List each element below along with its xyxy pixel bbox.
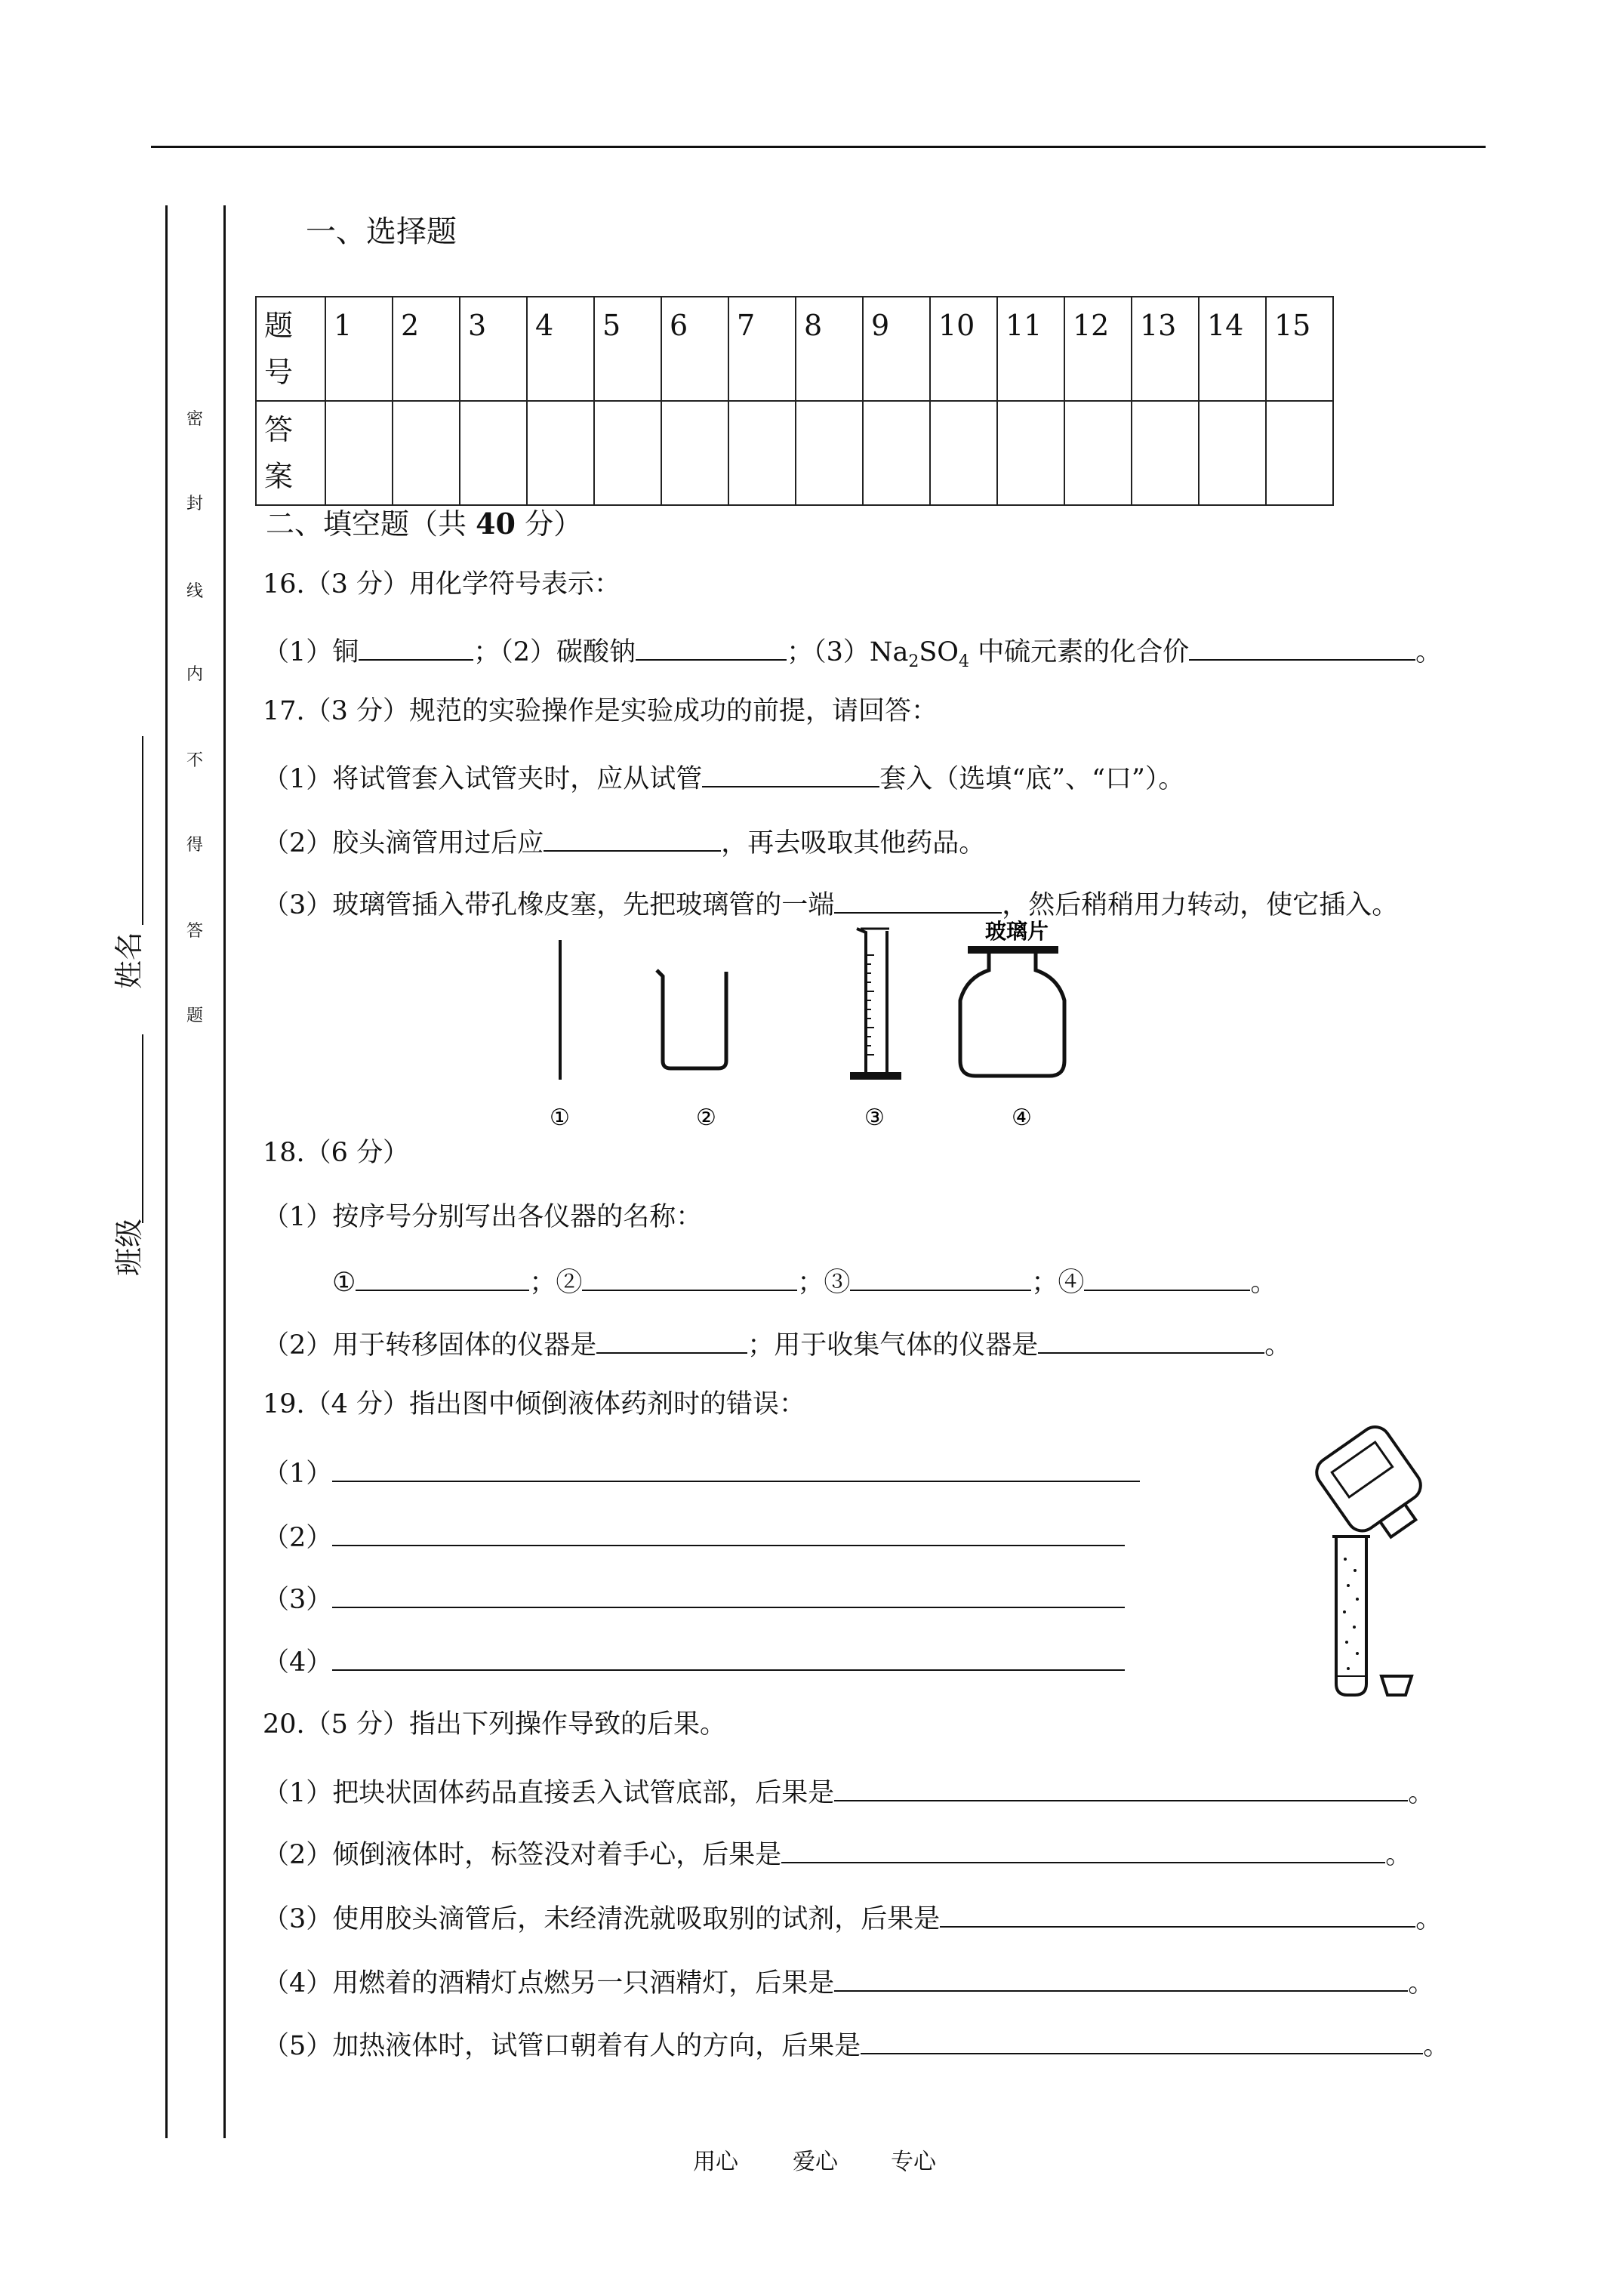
- figure-label-3: ③: [864, 1105, 885, 1131]
- graduated-cylinder-icon: [850, 929, 901, 1080]
- instruments-figure: [528, 917, 1132, 1136]
- q16-p2: ；（2）碳酸钠: [473, 637, 636, 667]
- q17-p2b: ，再去吸取其他药品。: [721, 828, 986, 858]
- reagent-bottle-icon: [1310, 1421, 1437, 1552]
- q19-blank-3[interactable]: [332, 1579, 1125, 1608]
- section2-title-points: 40: [476, 507, 516, 541]
- q17-p3: [263, 885, 1398, 922]
- name-write-line: [142, 736, 143, 925]
- table-cell-number: 7: [728, 297, 796, 401]
- q20-blank-2[interactable]: [781, 1835, 1385, 1863]
- q20-item-text: （1）把块状固体药品直接丢入试管底部，后果是: [263, 1778, 835, 1808]
- answer-cell[interactable]: [1132, 401, 1199, 505]
- q18-p2a: （2）用于转移固体的仪器是: [263, 1330, 597, 1361]
- class-label: 班级: [112, 1218, 146, 1276]
- answer-cell[interactable]: [1064, 401, 1132, 505]
- pouring-figure: [1298, 1404, 1449, 1706]
- q16-end: 。: [1415, 637, 1443, 667]
- q20-blank-4[interactable]: [834, 1963, 1408, 1992]
- q19-item-3: [263, 1579, 1125, 1616]
- figure-label-1: ①: [550, 1105, 570, 1131]
- table-cell-number: 10: [930, 297, 997, 401]
- table-cell-number: 6: [661, 297, 728, 401]
- table-cell-number: 5: [594, 297, 661, 401]
- q20-end: 。: [1408, 1968, 1435, 1999]
- q16-blank-3[interactable]: [1189, 632, 1415, 661]
- table-cell-number: 1: [325, 297, 393, 401]
- q20-item-1: [263, 1773, 1434, 1810]
- q18-p2end: 。: [1264, 1330, 1292, 1361]
- q18-stem: 18.（6 分）: [263, 1138, 410, 1168]
- answer-cell[interactable]: [997, 401, 1064, 505]
- q17-blank-2[interactable]: [544, 823, 721, 852]
- q16-p3b: 中硫元素的化合价: [969, 637, 1190, 667]
- q20-item-4: [263, 1963, 1434, 2000]
- q19-item-1: [263, 1453, 1140, 1490]
- table-header-number: 题号: [256, 297, 325, 401]
- q20-item-text: （2）倾倒液体时，标签没对着手心，后果是: [263, 1840, 782, 1870]
- q17-blank-1[interactable]: [702, 759, 879, 787]
- q18-m1: ①: [332, 1268, 356, 1298]
- section2-title-suffix: 分）: [515, 507, 583, 541]
- q20-end: 。: [1408, 1778, 1435, 1808]
- q17-p3b: ，然后稍稍用力转动，使它插入。: [1002, 890, 1399, 920]
- seal-char: 线: [186, 582, 204, 601]
- q17-p2: [263, 823, 985, 860]
- q17-blank-3[interactable]: [834, 885, 1002, 914]
- figure-label-4: ④: [1012, 1105, 1032, 1131]
- seal-char: 答: [186, 922, 204, 941]
- answer-cell[interactable]: [393, 401, 460, 505]
- q20-item-text: （3）使用胶头滴管后，未经清洗就吸取别的试剂，后果是: [263, 1904, 941, 1934]
- q18-end: 。: [1250, 1268, 1277, 1298]
- table-cell-number: 13: [1132, 297, 1199, 401]
- footer-word-1: 用心: [693, 2149, 738, 2175]
- answer-cell[interactable]: [728, 401, 796, 505]
- q20-end: 。: [1423, 2031, 1450, 2061]
- answer-cell[interactable]: [930, 401, 997, 505]
- section2-title: [266, 507, 582, 541]
- answer-cell[interactable]: [594, 401, 661, 505]
- q19-stem: 19.（4 分）指出图中倾倒液体药剂时的错误：: [263, 1389, 806, 1419]
- q16-sub2: 2: [908, 652, 919, 671]
- table-row-answers: [256, 401, 1333, 505]
- table-row-numbers: [256, 297, 1333, 401]
- q19-item-label: （3）: [263, 1585, 333, 1615]
- q20-end: 。: [1385, 1840, 1412, 1870]
- answer-cell[interactable]: [1199, 401, 1266, 505]
- q20-blank-5[interactable]: [861, 2026, 1423, 2054]
- seal-char: 密: [186, 410, 204, 429]
- q16-so: SO: [919, 637, 959, 667]
- name-label: 姓名: [112, 931, 146, 989]
- gas-collecting-bottle-icon: [960, 946, 1064, 1076]
- header-rule: [151, 146, 1486, 148]
- beaker-icon: [657, 970, 726, 1068]
- q17-p1a: （1）将试管套入试管夹时，应从试管: [263, 764, 703, 794]
- q16-p1: （1）铜: [263, 637, 359, 667]
- q17-p2a: （2）胶头滴管用过后应: [263, 828, 544, 858]
- answer-cell[interactable]: [796, 401, 863, 505]
- q18-blank-6[interactable]: [1038, 1325, 1264, 1354]
- table-cell-number: 11: [997, 297, 1064, 401]
- q18-m4: ；④: [1031, 1268, 1085, 1298]
- q18-blank-5[interactable]: [596, 1325, 747, 1354]
- seal-char: 得: [186, 836, 204, 855]
- q19-item-4: [263, 1642, 1125, 1679]
- q19-item-label: （4）: [263, 1647, 333, 1678]
- q16-stem: 16.（3 分）用化学符号表示：: [263, 569, 621, 599]
- glass-plate-label: 玻璃片: [985, 919, 1049, 944]
- table-header-answer: 答案: [256, 401, 325, 505]
- figure-label-2: ②: [696, 1105, 716, 1131]
- table-cell-number: 4: [527, 297, 594, 401]
- q16-blank-2[interactable]: [636, 632, 787, 661]
- q18-blank-3[interactable]: [850, 1262, 1031, 1291]
- q20-item-text: （4）用燃着的酒精灯点燃另一只酒精灯，后果是: [263, 1968, 835, 1999]
- seal-char: 内: [186, 665, 204, 684]
- q18-blank-1[interactable]: [356, 1262, 529, 1291]
- q18-m3: ；③: [797, 1268, 851, 1298]
- bottle-stopper-icon: [1381, 1676, 1412, 1695]
- q20-blank-3[interactable]: [940, 1899, 1415, 1928]
- q18-names: [332, 1262, 1277, 1299]
- q19-item-label: （1）: [263, 1459, 333, 1489]
- q17-p3a: （3）玻璃管插入带孔橡皮塞，先把玻璃管的一端: [263, 890, 835, 920]
- seal-char: 封: [186, 495, 204, 513]
- q18-p1: （1）按序号分别写出各仪器的名称：: [263, 1202, 703, 1232]
- q17-p1: [263, 759, 1184, 796]
- q16-parts: [263, 632, 1442, 679]
- q17-stem: 17.（3 分）规范的实验操作是实验成功的前提，请回答：: [263, 696, 938, 726]
- q20-stem: 20.（5 分）指出下列操作导致的后果。: [263, 1709, 727, 1740]
- q16-p3: ；（3）Na: [787, 637, 909, 667]
- q16-sub4: 4: [959, 652, 969, 671]
- footer-word-2: 爱心: [793, 2149, 838, 2175]
- section2-title-prefix: 二、填空题（共: [266, 507, 476, 541]
- q20-blank-1[interactable]: [834, 1773, 1408, 1801]
- answer-cell[interactable]: [527, 401, 594, 505]
- q20-item-2: [263, 1835, 1412, 1872]
- answer-cell[interactable]: [325, 401, 393, 505]
- q18-blank-2[interactable]: [582, 1262, 797, 1291]
- answer-cell[interactable]: [460, 401, 527, 505]
- table-cell-number: 8: [796, 297, 863, 401]
- table-cell-number: 14: [1199, 297, 1266, 401]
- q20-item-3: [263, 1899, 1442, 1936]
- test-tube-icon: [1332, 1536, 1370, 1695]
- q17-p1b: 套入（选填“底”、“口”）。: [879, 764, 1185, 794]
- margin-line-inner: [223, 205, 226, 2138]
- q20-item-text: （5）加热液体时，试管口朝着有人的方向，后果是: [263, 2031, 861, 2061]
- q18-p2: [263, 1325, 1291, 1362]
- q18-p2b: ；用于收集气体的仪器是: [747, 1330, 1039, 1361]
- q19-blank-2[interactable]: [332, 1518, 1125, 1546]
- section1-title: 一、选择题: [306, 214, 457, 249]
- table-cell-number: 12: [1064, 297, 1132, 401]
- table-cell-number: 2: [393, 297, 460, 401]
- answer-cell[interactable]: [1266, 401, 1333, 505]
- q19-item-label: （2）: [263, 1523, 333, 1553]
- q19-item-2: [263, 1518, 1125, 1555]
- q16-blank-1[interactable]: [359, 632, 473, 661]
- answer-cell[interactable]: [661, 401, 728, 505]
- seal-char: 题: [186, 1006, 204, 1025]
- table-cell-number: 15: [1266, 297, 1333, 401]
- class-write-line: [142, 1034, 143, 1223]
- q20-item-5: [263, 2026, 1449, 2063]
- q20-end: 。: [1415, 1904, 1443, 1934]
- answer-cell[interactable]: [863, 401, 930, 505]
- footer-word-3: 专心: [891, 2149, 936, 2175]
- q18-m2: ；②: [529, 1268, 583, 1298]
- seal-char: 不: [186, 751, 204, 770]
- table-cell-number: 9: [863, 297, 930, 401]
- q19-blank-1[interactable]: [332, 1453, 1140, 1482]
- answer-table: [255, 296, 1334, 506]
- q18-blank-4[interactable]: [1084, 1262, 1250, 1291]
- q19-blank-4[interactable]: [332, 1642, 1125, 1671]
- margin-line-outer: [165, 205, 168, 2138]
- table-cell-number: 3: [460, 297, 527, 401]
